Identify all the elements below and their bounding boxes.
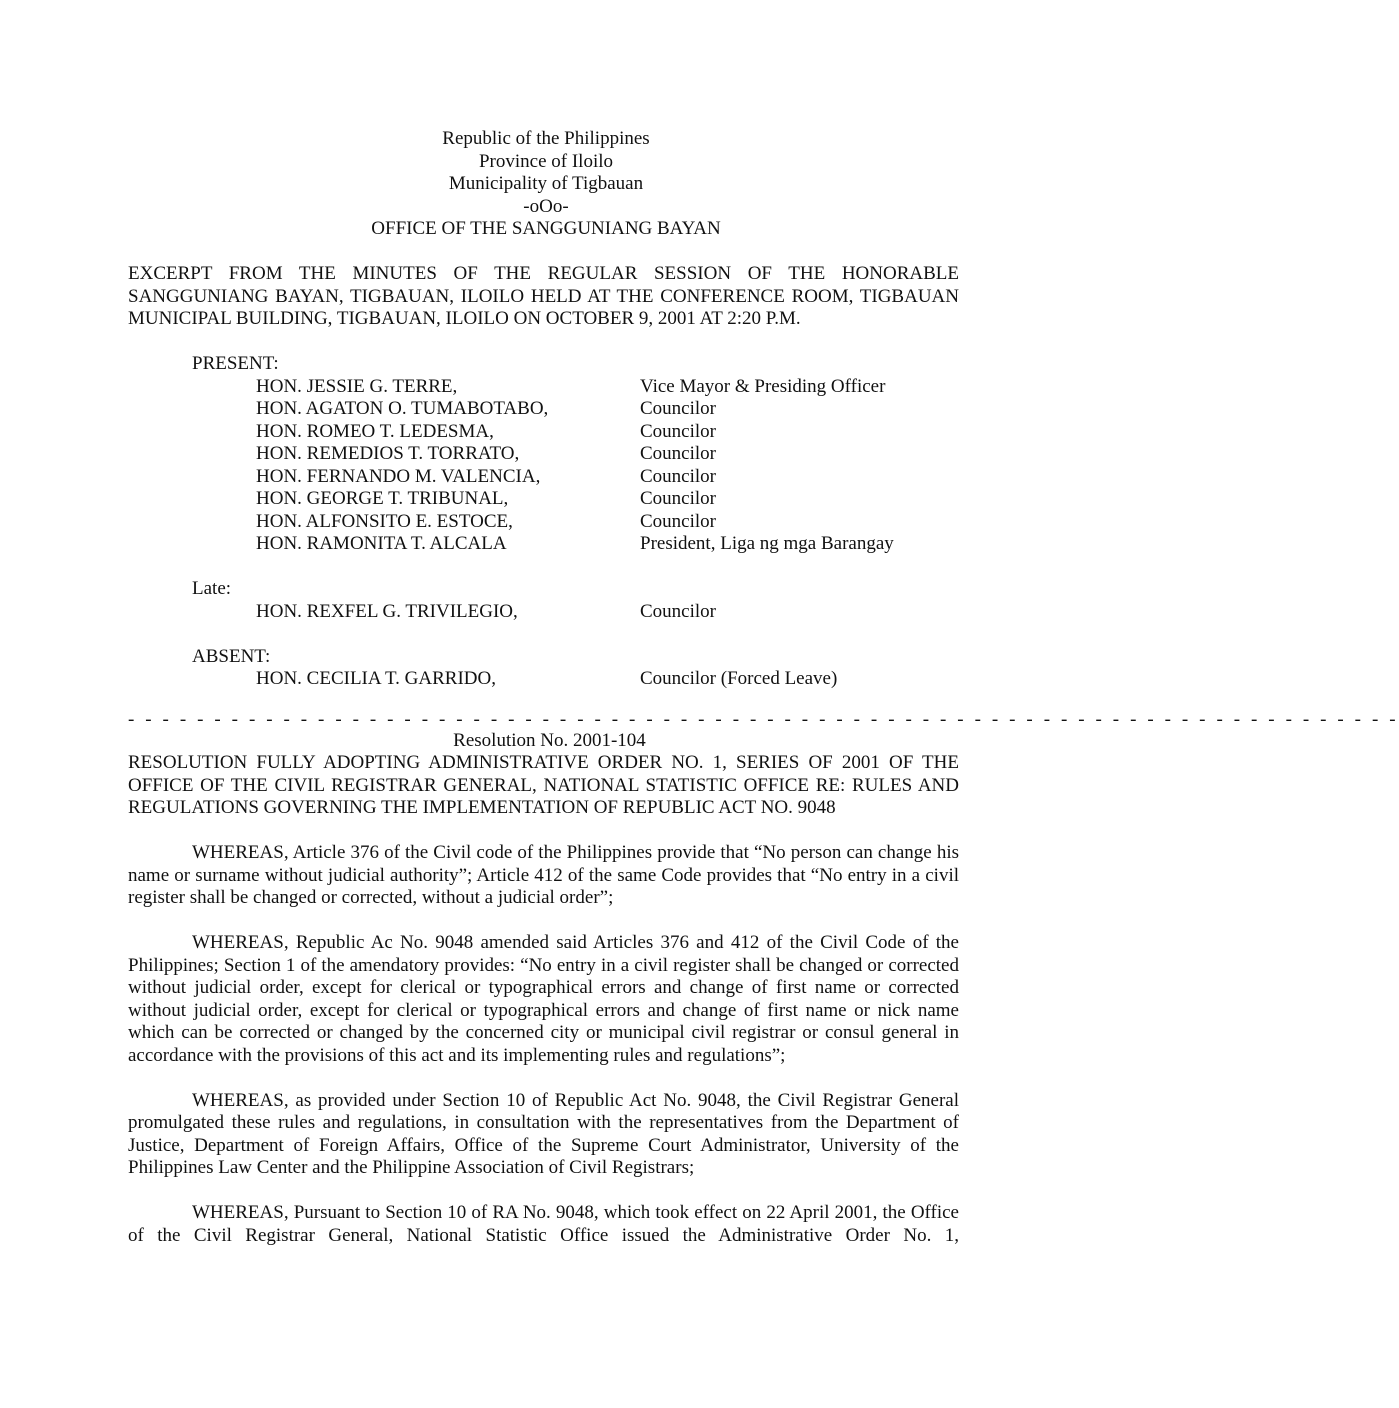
resolution-title: RESOLUTION FULLY ADOPTING ADMINISTRATIVE ORDER NO. 1, SERIES OF 2001 OF THE OFFICE OF THE CIVIL REGISTRAR GENERAL, NATIONAL STATISTIC OFFICE RE: RULES AND REGULATIONS GOVERNING THE IMPLEMENTATION OF REPUBLIC ACT NO. 9048 bbox=[128, 752, 959, 818]
member-role: Councilor (Forced Leave) bbox=[640, 668, 838, 689]
excerpt-heading: EXCERPT FROM THE MINUTES OF THE REGULAR SESSION OF THE HONORABLE SANGGUNIANG BAYAN, TIGBAUAN, ILOILO HELD AT THE CONFERENCE ROOM, TIGBAUAN MUNICIPAL BUILDING, TIGBAUAN, ILOILO ON OCTOBER 9, 2001 AT 2:20 P.M. bbox=[128, 263, 959, 329]
member-name: HON. ALFONSITO E. ESTOCE, bbox=[256, 510, 513, 532]
spacer bbox=[128, 623, 959, 646]
member-role: Councilor bbox=[640, 443, 716, 464]
letterhead bbox=[133, 128, 959, 241]
letterhead-municipality: Municipality of Tigbauan bbox=[448, 173, 644, 194]
member-name: HON. GEORGE T. TRIBUNAL, bbox=[256, 488, 509, 509]
member-role: Councilor bbox=[640, 510, 716, 532]
attendance-row bbox=[128, 488, 959, 511]
attendance-row bbox=[128, 443, 959, 466]
member-name: HON. RAMONITA T. ALCALA bbox=[256, 533, 507, 554]
member-role: President, Liga ng mga Barangay bbox=[640, 533, 894, 554]
attendance-row bbox=[128, 421, 959, 444]
separator-line: - - - - - - - - - - - - - - - - - - - - - - - - - - - - - - - - - - - - - - - - - - - - - - - - - - - - - - - - - - - - - - - - - - - - - - - - - - bbox=[128, 708, 1399, 730]
attendance-row bbox=[128, 511, 959, 534]
whereas-clause: WHEREAS, as provided under Section 10 of Republic Act No. 9048, the Civil Registrar General promulgated these rules and regulations, in consultation with the representatives from the Department of Justice, Department of Foreign Affairs, Office of the Supreme Court Administrator, University of the Philippines Law Center and the Philippine Association of Civil Registrars; bbox=[128, 1089, 959, 1178]
member-name: HON. REMEDIOS T. TORRATO, bbox=[256, 443, 520, 464]
attendance-row bbox=[128, 376, 959, 399]
present-label: PRESENT: bbox=[192, 353, 279, 374]
attendance-row bbox=[128, 533, 959, 556]
whereas-clause: WHEREAS, Pursuant to Section 10 of RA No. 9048, which took effect on 22 April 2001, the Office of the Civil Registrar General, National Statistic Office issued the Administrative Order No. 1, bbox=[128, 1202, 959, 1246]
attendance-row bbox=[128, 668, 959, 691]
letterhead-republic: Republic of the Philippines bbox=[442, 128, 650, 149]
attendance-row bbox=[128, 398, 959, 421]
late-label: Late: bbox=[192, 578, 232, 599]
whereas-clause: WHEREAS, Article 376 of the Civil code of the Philippines provide that “No person can change his name or surname without judicial authority”; Article 412 of the same Code provides that “No entry in a civil register shall be changed or corrected, without a judicial order”; bbox=[128, 842, 959, 908]
document-page bbox=[128, 128, 1399, 1247]
member-name: HON. ROMEO T. LEDESMA, bbox=[256, 420, 494, 442]
member-role: Vice Mayor & Presiding Officer bbox=[640, 375, 886, 397]
letterhead-ornament: -oOo- bbox=[523, 195, 569, 217]
letterhead-province: Province of Iloilo bbox=[478, 150, 614, 172]
resolution-number: Resolution No. 2001-104 bbox=[453, 729, 646, 751]
member-role: Councilor bbox=[640, 600, 716, 622]
letterhead-office: OFFICE OF THE SANGGUNIANG BAYAN bbox=[371, 218, 721, 239]
attendance-row bbox=[128, 601, 959, 624]
member-role: Councilor bbox=[640, 398, 716, 419]
member-name: HON. CECILIA T. GARRIDO, bbox=[256, 668, 496, 689]
member-role: Councilor bbox=[640, 488, 716, 509]
whereas-clause: WHEREAS, Republic Ac No. 9048 amended said Articles 376 and 412 of the Civil Code of the Philippines; Section 1 of the amendatory provides: “No entry in a civil register shall be changed or corrected without judicial order, except for clerical or typographical errors and change of first name or corrected without judicial order, except for clerical or typographical errors and change of first name or nick name which can be corrected or changed by the concerned city or municipal civil registrar or consul general in accordance with the provisions of this act and its implementing rules and regulations”; bbox=[128, 932, 959, 1066]
member-name: HON. REXFEL G. TRIVILEGIO, bbox=[256, 600, 518, 622]
member-role: Councilor bbox=[640, 465, 716, 487]
absent-label: ABSENT: bbox=[192, 645, 271, 667]
member-role: Councilor bbox=[640, 420, 716, 442]
spacer bbox=[128, 556, 959, 579]
attendance-section bbox=[128, 353, 959, 691]
member-name: HON. AGATON O. TUMABOTABO, bbox=[256, 398, 549, 419]
member-name: HON. FERNANDO M. VALENCIA, bbox=[256, 465, 541, 487]
member-name: HON. JESSIE G. TERRE, bbox=[256, 375, 458, 397]
attendance-row bbox=[128, 466, 959, 489]
